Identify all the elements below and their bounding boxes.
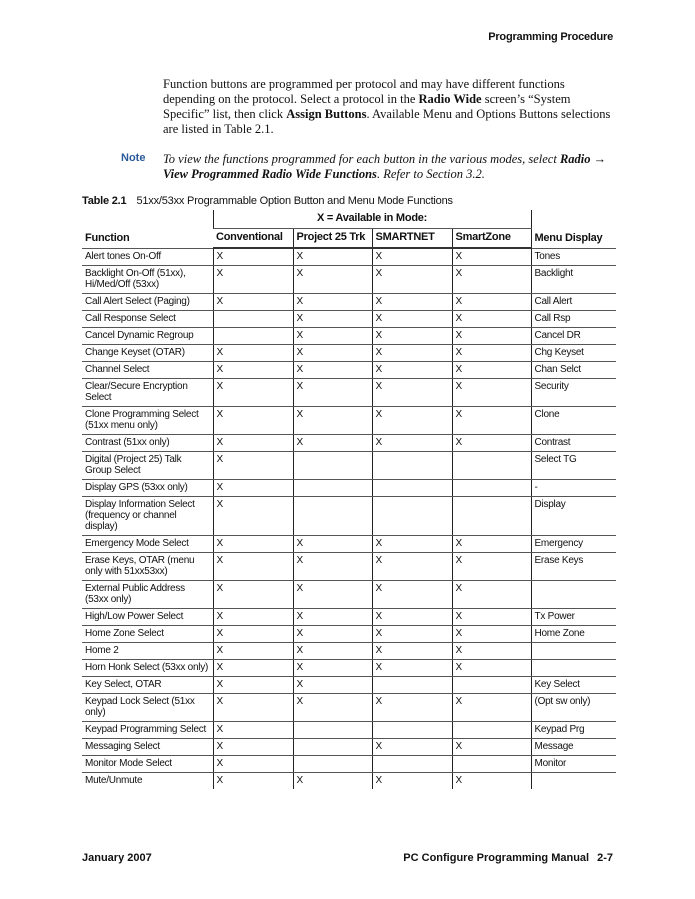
cell-menu-display: Call Rsp: [531, 311, 616, 328]
cell-function: Keypad Programming Select: [82, 722, 213, 739]
cell-smartnet: X: [372, 609, 452, 626]
table-row: [82, 643, 616, 660]
cell-smartzone: X: [452, 553, 531, 581]
cell-function: Cancel Dynamic Regroup: [82, 328, 213, 345]
cell-smartnet: X: [372, 311, 452, 328]
cell-smartnet: X: [372, 345, 452, 362]
running-header: Programming Procedure: [488, 31, 613, 43]
cell-project25: [293, 480, 372, 497]
cell-project25: X: [293, 553, 372, 581]
cell-conventional: X: [213, 756, 293, 773]
table-row: [82, 379, 616, 407]
cell-conventional: X: [213, 345, 293, 362]
cell-conventional: X: [213, 581, 293, 609]
table-row: [82, 694, 616, 722]
cell-project25: X: [293, 311, 372, 328]
cell-function: Mute/Unmute: [85, 775, 143, 786]
table-row: [82, 553, 616, 581]
cell-function: Change Keyset (OTAR): [82, 345, 213, 362]
cell-menu-display: Key Select: [531, 677, 616, 694]
cell-smartzone: X: [452, 362, 531, 379]
cell-function: Digital (Project 25) Talk Group Select: [82, 452, 213, 480]
cell-function: Clone Programming Select (51xx menu only): [82, 407, 213, 435]
table-row: [82, 407, 616, 435]
footer-date: January 2007: [82, 852, 152, 864]
cell-menu-display: Emergency: [531, 536, 616, 553]
cell-conventional: X: [213, 553, 293, 581]
cell-conventional: X: [213, 739, 293, 756]
cell-conventional: X: [213, 248, 293, 266]
cell-function: Call Response Select: [82, 311, 213, 328]
table-row: [82, 536, 616, 553]
table-row: [82, 311, 616, 328]
cell-smartnet: [372, 756, 452, 773]
cell-smartnet: [372, 677, 452, 694]
cell-project25: [293, 497, 372, 536]
cell-smartnet: X: [372, 739, 452, 756]
cell-smartzone: X: [452, 345, 531, 362]
cell-function: Erase Keys, OTAR (menu only with 51xx53xx): [82, 553, 213, 581]
cell-smartzone: [452, 480, 531, 497]
cell-function: Monitor Mode Select: [82, 756, 213, 773]
cell-menu-display: -: [531, 480, 616, 497]
cell-function: Display GPS (53xx only): [82, 480, 213, 497]
cell-smartnet: X: [372, 435, 452, 452]
cell-smartnet: X: [372, 266, 452, 294]
page-number: 2-7: [597, 852, 613, 864]
cell-project25: X: [293, 435, 372, 452]
cell-project25: X: [293, 677, 372, 694]
cell-conventional: X: [213, 266, 293, 294]
cell-conventional: X: [213, 609, 293, 626]
table-row: [82, 722, 616, 739]
table-number: Table 2.1: [82, 195, 127, 207]
cell-project25: X: [293, 643, 372, 660]
cell-menu-display: Chg Keyset: [531, 345, 616, 362]
cell-conventional: [213, 311, 293, 328]
cell-project25: X: [293, 536, 372, 553]
table-row: [82, 609, 616, 626]
cell-smartzone: X: [452, 536, 531, 553]
cell-conventional: X: [213, 626, 293, 643]
cell-conventional: X: [213, 452, 293, 480]
cell-smartzone: [452, 756, 531, 773]
cell-project25: X: [293, 379, 372, 407]
cell-menu-display: Home Zone: [531, 626, 616, 643]
cell-smartnet: X: [372, 581, 452, 609]
cell-project25: X: [293, 294, 372, 311]
cell-menu-display: Call Alert: [531, 294, 616, 311]
mode-group-header: X = Available in Mode:: [213, 210, 531, 229]
cell-project25: [293, 722, 372, 739]
cell-conventional: X: [213, 407, 293, 435]
cell-menu-display: [531, 660, 616, 677]
note-text: [163, 152, 613, 182]
table-row: [82, 452, 616, 480]
col-header-smartzone: SmartZone: [452, 229, 531, 249]
cell-smartzone: [452, 452, 531, 480]
cell-smartnet: X: [372, 643, 452, 660]
cell-menu-display: [531, 581, 616, 609]
cell-smartzone: X: [452, 643, 531, 660]
cell-conventional: X: [213, 536, 293, 553]
cell-smartnet: [372, 497, 452, 536]
cell-conventional: X: [213, 497, 293, 536]
cell-function: Keypad Lock Select (51xx only): [82, 694, 213, 722]
table-caption: [82, 195, 453, 207]
cell-function: Home 2: [82, 643, 213, 660]
cell-smartnet: X: [372, 553, 452, 581]
cell-smartzone: X: [452, 294, 531, 311]
cell-function: External Public Address (53xx only): [82, 581, 213, 609]
cell-function: Emergency Mode Select: [82, 536, 213, 553]
table-row: [82, 756, 616, 773]
cell-conventional: X: [213, 643, 293, 660]
cell-project25: X: [293, 407, 372, 435]
cell-menu-display: Display: [531, 497, 616, 536]
cell-function: Home Zone Select: [82, 626, 213, 643]
cell-smartzone: X: [452, 379, 531, 407]
cell-smartnet: [372, 480, 452, 497]
cell-smartnet: X: [372, 660, 452, 677]
col-header-function: Function: [82, 210, 213, 248]
cell-conventional: X: [213, 480, 293, 497]
table-row: [82, 362, 616, 379]
cell-function: Clear/Secure Encryption Select: [82, 379, 213, 407]
table-row: [82, 435, 616, 452]
cell-project25: [293, 756, 372, 773]
cell-project25: X: [293, 345, 372, 362]
intro-paragraph: [163, 77, 618, 137]
cell-smartnet: X: [372, 248, 452, 266]
cell-conventional: X: [213, 660, 293, 677]
table-row: [82, 497, 616, 536]
cell-smartnet: X: [372, 294, 452, 311]
cell-conventional: X: [213, 379, 293, 407]
col-header-smartnet: SMARTNET: [372, 229, 452, 249]
cell-smartnet: X: [372, 694, 452, 722]
cell-smartzone: [452, 722, 531, 739]
cell-menu-display: Keypad Prg: [531, 722, 616, 739]
cell-function: Display Information Select (frequency or channel display): [82, 497, 213, 536]
cell-menu-display: Select TG: [531, 452, 616, 480]
radio-wide-term: Radio Wide: [418, 92, 482, 106]
footer-manual-title: PC Configure Programming Manual: [403, 852, 590, 864]
note-label: Note: [121, 152, 146, 164]
table-row: [82, 773, 616, 790]
cell-conventional: X: [213, 435, 293, 452]
cell-function: Backlight On-Off (51xx), Hi/Med/Off (53xx): [82, 266, 213, 294]
intro-text: screen’s “System Specific” list, then click: [163, 92, 571, 121]
table-row: [82, 660, 616, 677]
cell-smartnet: X: [372, 773, 452, 790]
note-menu-path: Radio → View Programmed Radio Wide Functions: [163, 152, 607, 181]
table-row: [82, 739, 616, 756]
cell-function: Key Select, OTAR: [82, 677, 213, 694]
cell-conventional: X: [213, 773, 293, 790]
cell-menu-display: Security: [531, 379, 616, 407]
cell-conventional: X: [213, 722, 293, 739]
cell-project25: [293, 452, 372, 480]
cell-project25: X: [293, 581, 372, 609]
cell-smartnet: [372, 722, 452, 739]
cell-smartnet: X: [372, 328, 452, 345]
cell-function: Contrast (51xx only): [82, 435, 213, 452]
cell-project25: X: [293, 626, 372, 643]
cell-smartnet: X: [372, 626, 452, 643]
cell-smartzone: X: [452, 609, 531, 626]
cell-conventional: [213, 328, 293, 345]
cell-function: Horn Honk Select (53xx only): [82, 660, 213, 677]
cell-menu-display: [531, 773, 616, 790]
cell-smartzone: X: [452, 739, 531, 756]
table-row: [82, 248, 616, 266]
cell-menu-display: Cancel DR: [531, 328, 616, 345]
note-text-part: . Refer to Section 3.2.: [376, 167, 485, 181]
cell-conventional: X: [213, 694, 293, 722]
cell-conventional: X: [213, 677, 293, 694]
cell-menu-display: [531, 643, 616, 660]
cell-menu-display: Contrast: [531, 435, 616, 452]
cell-menu-display: Message: [531, 739, 616, 756]
cell-smartzone: X: [452, 694, 531, 722]
cell-project25: X: [293, 773, 372, 790]
cell-menu-display: (Opt sw only): [531, 694, 616, 722]
table-title: 51xx/53xx Programmable Option Button and Menu Mode Functions: [136, 195, 453, 207]
col-header-menu-display: Menu Display: [531, 210, 616, 248]
table-row: [82, 480, 616, 497]
cell-menu-display: Tx Power: [531, 609, 616, 626]
cell-smartzone: X: [452, 328, 531, 345]
intro-text: Function buttons are programmed per protocol and may have different functions depending on the protocol. Select a protocol in the: [163, 77, 565, 106]
cell-project25: X: [293, 266, 372, 294]
cell-smartzone: X: [452, 581, 531, 609]
cell-smartzone: X: [452, 435, 531, 452]
assign-buttons-term: Assign Buttons: [286, 107, 367, 121]
col-header-conventional: Conventional: [213, 229, 293, 249]
cell-menu-display: Erase Keys: [531, 553, 616, 581]
table-row: [82, 677, 616, 694]
cell-project25: X: [293, 609, 372, 626]
cell-function: High/Low Power Select: [82, 609, 213, 626]
table-row: [82, 345, 616, 362]
cell-function: Alert tones On-Off: [82, 248, 213, 266]
cell-smartzone: X: [452, 660, 531, 677]
cell-project25: X: [293, 694, 372, 722]
cell-smartzone: X: [452, 773, 531, 790]
note-text-part: To view the functions programmed for each button in the various modes, select: [163, 152, 560, 166]
cell-project25: X: [293, 362, 372, 379]
cell-smartzone: [452, 677, 531, 694]
cell-project25: [293, 739, 372, 756]
cell-project25: X: [293, 660, 372, 677]
cell-function: Messaging Select: [82, 739, 213, 756]
table-row: [82, 266, 616, 294]
cell-smartnet: X: [372, 362, 452, 379]
cell-conventional: X: [213, 294, 293, 311]
cell-menu-display: Monitor: [531, 756, 616, 773]
cell-conventional: X: [213, 362, 293, 379]
cell-smartnet: X: [372, 379, 452, 407]
cell-smartzone: [452, 497, 531, 536]
cell-menu-display: Clone: [531, 407, 616, 435]
col-header-project25: Project 25 Trk: [293, 229, 372, 249]
cell-menu-display: Backlight: [531, 266, 616, 294]
table-row: [82, 581, 616, 609]
footer-manual: [403, 852, 613, 864]
functions-table: [82, 210, 616, 789]
cell-smartnet: [372, 452, 452, 480]
cell-function: Call Alert Select (Paging): [82, 294, 213, 311]
cell-smartzone: X: [452, 626, 531, 643]
table-row: [82, 626, 616, 643]
cell-smartnet: X: [372, 407, 452, 435]
cell-project25: X: [293, 248, 372, 266]
cell-smartnet: X: [372, 536, 452, 553]
cell-smartzone: X: [452, 266, 531, 294]
table-row: [82, 328, 616, 345]
cell-project25: X: [293, 328, 372, 345]
cell-smartzone: X: [452, 248, 531, 266]
cell-smartzone: X: [452, 407, 531, 435]
table-row: [82, 294, 616, 311]
intro-text: . Available Menu and Options Buttons selections are listed in Table 2.1.: [163, 107, 611, 136]
cell-smartzone: X: [452, 311, 531, 328]
cell-menu-display: Chan Selct: [531, 362, 616, 379]
cell-menu-display: Tones: [531, 248, 616, 266]
cell-function: Channel Select: [82, 362, 213, 379]
